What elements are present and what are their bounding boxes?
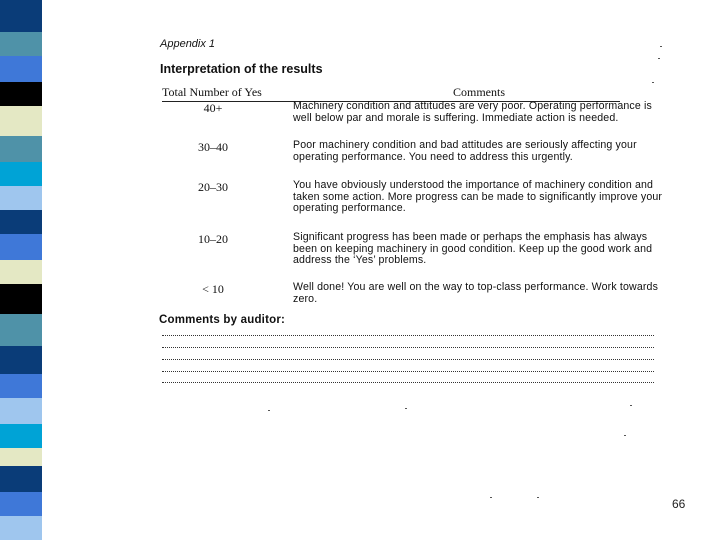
stripe-block — [0, 448, 42, 466]
stripe-block — [0, 314, 42, 346]
score-comment: You have obviously understood the importance of machinery condition and taken some action. More progress can be made to significantly improve your operating performance. — [293, 179, 663, 215]
auditor-comment-line — [162, 347, 654, 348]
scan-speck — [624, 435, 626, 436]
scan-speck — [537, 497, 539, 498]
stripe-block — [0, 56, 42, 82]
auditor-comment-line — [162, 371, 654, 372]
column-header-total: Total Number of Yes — [162, 85, 262, 99]
auditor-comment-line — [162, 359, 654, 360]
score-comment: Machinery condition and attitudes are very poor. Operating performance is well below par and morale is suffering. Immediate action is needed. — [293, 100, 652, 124]
page-number: 66 — [672, 497, 686, 511]
score-range: 40+ — [203, 101, 223, 115]
stripe-block — [0, 424, 42, 448]
stripe-block — [0, 136, 42, 162]
score-comment: Well done! You are well on the way to top-class performance. Work towards zero. — [293, 281, 659, 305]
stripe-block — [0, 398, 42, 424]
stripe-block — [0, 346, 42, 374]
score-range: 20–30 — [198, 180, 228, 194]
auditor-comment-line — [162, 335, 654, 336]
column-header-comments: Comments — [453, 85, 506, 99]
score-comment: Significant progress has been made or perhaps the emphasis has always been on keeping machinery in good condition. Keep up the good work and address the ‘Yes’ problems. — [293, 231, 653, 267]
score-range: 30–40 — [198, 140, 228, 154]
scan-speck — [658, 58, 660, 59]
stripe-block — [0, 32, 42, 56]
document-heading: Interpretation of the results — [160, 62, 323, 76]
stripe-block — [0, 516, 42, 540]
stripe-block — [0, 106, 42, 136]
stripe-block — [0, 162, 42, 186]
stripe-block — [0, 234, 42, 260]
auditor-comment-line — [162, 382, 654, 383]
stripe-block — [0, 260, 42, 284]
stripe-block — [0, 492, 42, 516]
stripe-block — [0, 210, 42, 234]
scan-speck — [660, 46, 662, 47]
stripe-block — [0, 284, 42, 314]
stripe-block — [0, 0, 42, 32]
scan-speck — [405, 408, 407, 409]
scan-speck — [630, 405, 632, 406]
score-range: < 10 — [202, 282, 224, 296]
appendix-label: Appendix 1 — [160, 38, 216, 50]
scan-speck — [490, 497, 492, 498]
score-range: 10–20 — [198, 232, 228, 246]
scanned-document — [150, 30, 670, 450]
stripe-block — [0, 186, 42, 210]
decorative-stripe — [0, 0, 42, 540]
stripe-block — [0, 82, 42, 106]
auditor-comments-label: Comments by auditor: — [159, 314, 286, 326]
stripe-block — [0, 466, 42, 492]
score-comment: Poor machinery condition and bad attitudes are seriously affecting your operating performance. You need to address this urgently. — [293, 139, 637, 163]
stripe-block — [0, 374, 42, 398]
scan-speck — [268, 410, 270, 411]
scan-speck — [652, 82, 654, 83]
